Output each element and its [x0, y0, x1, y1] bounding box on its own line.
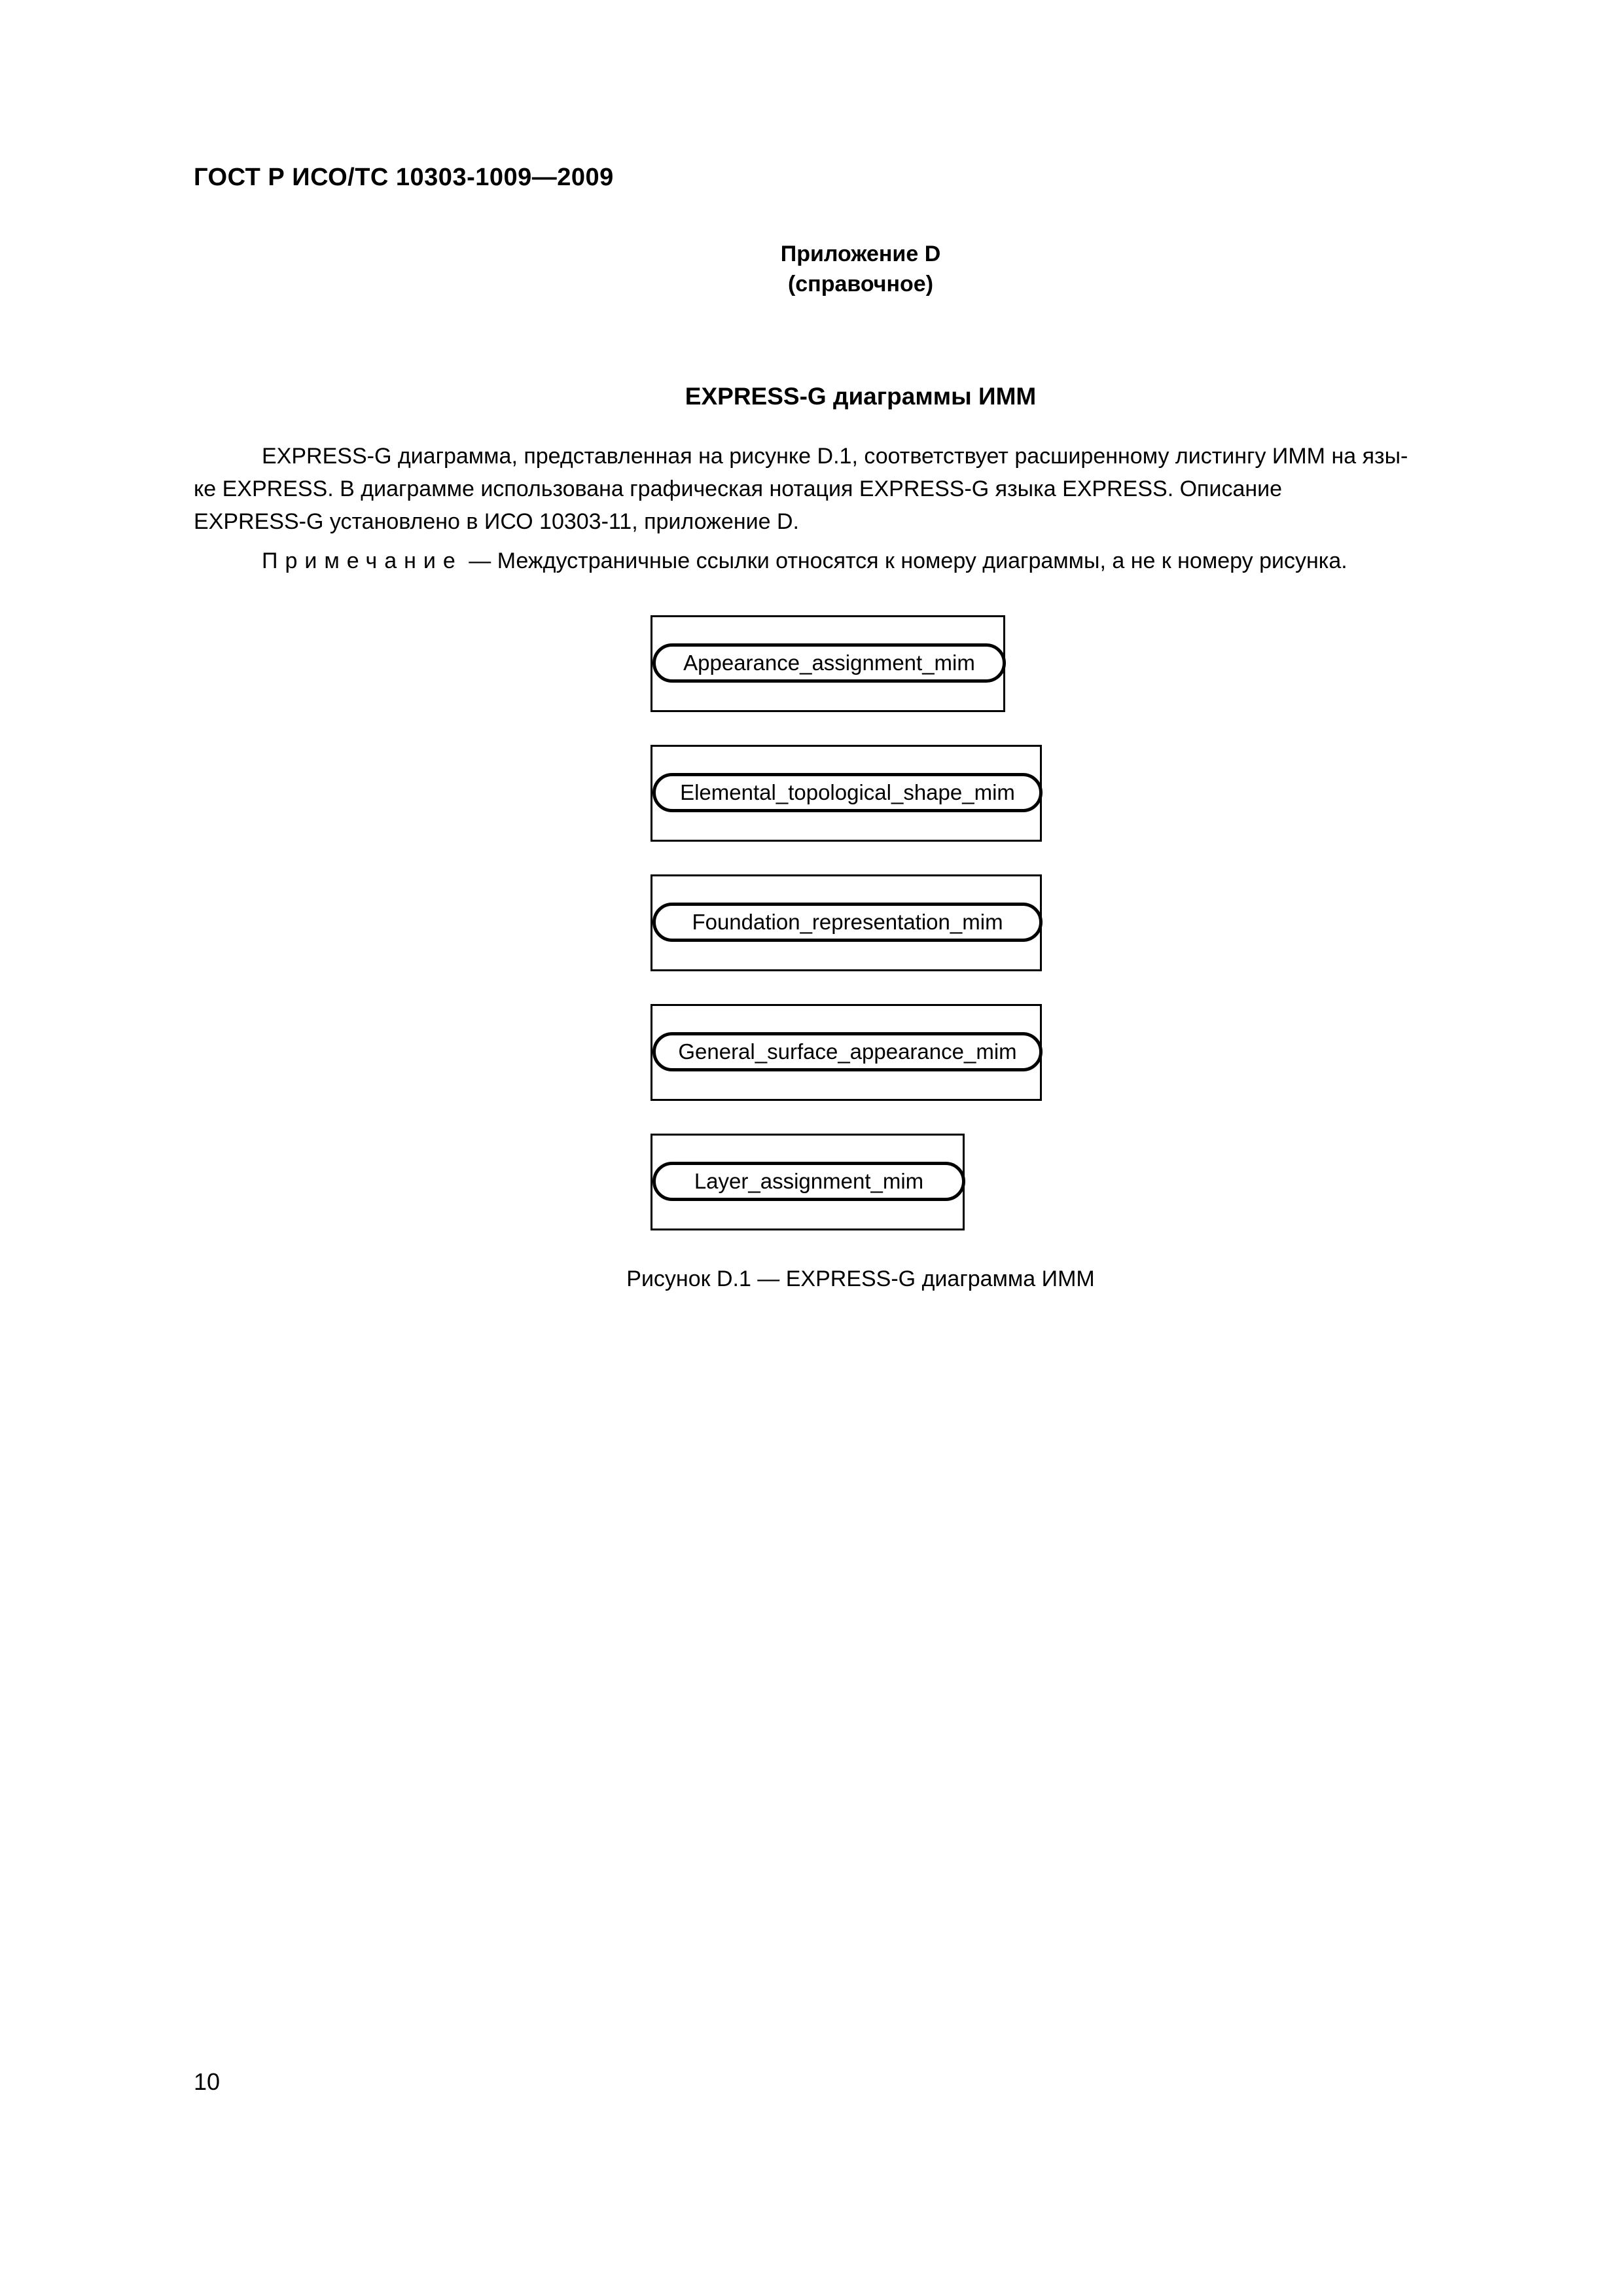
annex-heading — [0, 239, 1623, 299]
schema-label: Elemental_topological_shape_mim — [652, 773, 1043, 812]
document-code: ГОСТ Р ИСО/ТС 10303-1009—2009 — [194, 164, 614, 191]
section-title: EXPRESS-G диаграммы ИММ — [685, 383, 1037, 410]
schema-box — [651, 1134, 965, 1230]
note — [262, 545, 1347, 577]
body-paragraph — [194, 440, 1525, 538]
schema-box — [651, 615, 1005, 712]
schema-label: Layer_assignment_mim — [652, 1162, 965, 1201]
schema-box — [651, 745, 1042, 842]
note-text: — Междустраничные ссылки относятся к номеру диаграммы, а не к номеру рисунка. — [462, 548, 1347, 573]
note-label: Примечание — [262, 548, 463, 573]
figure-caption: Рисунок D.1 — EXPRESS-G диаграмма ИММ — [626, 1266, 1095, 1291]
schema-label: Appearance_assignment_mim — [652, 643, 1006, 683]
schema-box — [651, 1004, 1042, 1101]
schema-label: General_surface_appearance_mim — [652, 1032, 1043, 1071]
page-number: 10 — [194, 2068, 221, 2095]
paragraph-line-3: EXPRESS-G установлено в ИСО 10303-11, приложение D. — [194, 509, 799, 534]
paragraph-line-2: ке EXPRESS. В диаграмме использована графическая нотация EXPRESS-G языка EXPRESS. Описание — [194, 476, 1283, 501]
annex-title: Приложение D — [780, 242, 941, 266]
schema-box — [651, 874, 1042, 971]
annex-status: (справочное) — [787, 272, 934, 296]
schema-label: Foundation_representation_mim — [652, 903, 1043, 942]
paragraph-line-1: EXPRESS-G диаграмма, представленная на рисунке D.1, соответствует расширенному листингу ИММ на язы- — [262, 444, 1408, 469]
